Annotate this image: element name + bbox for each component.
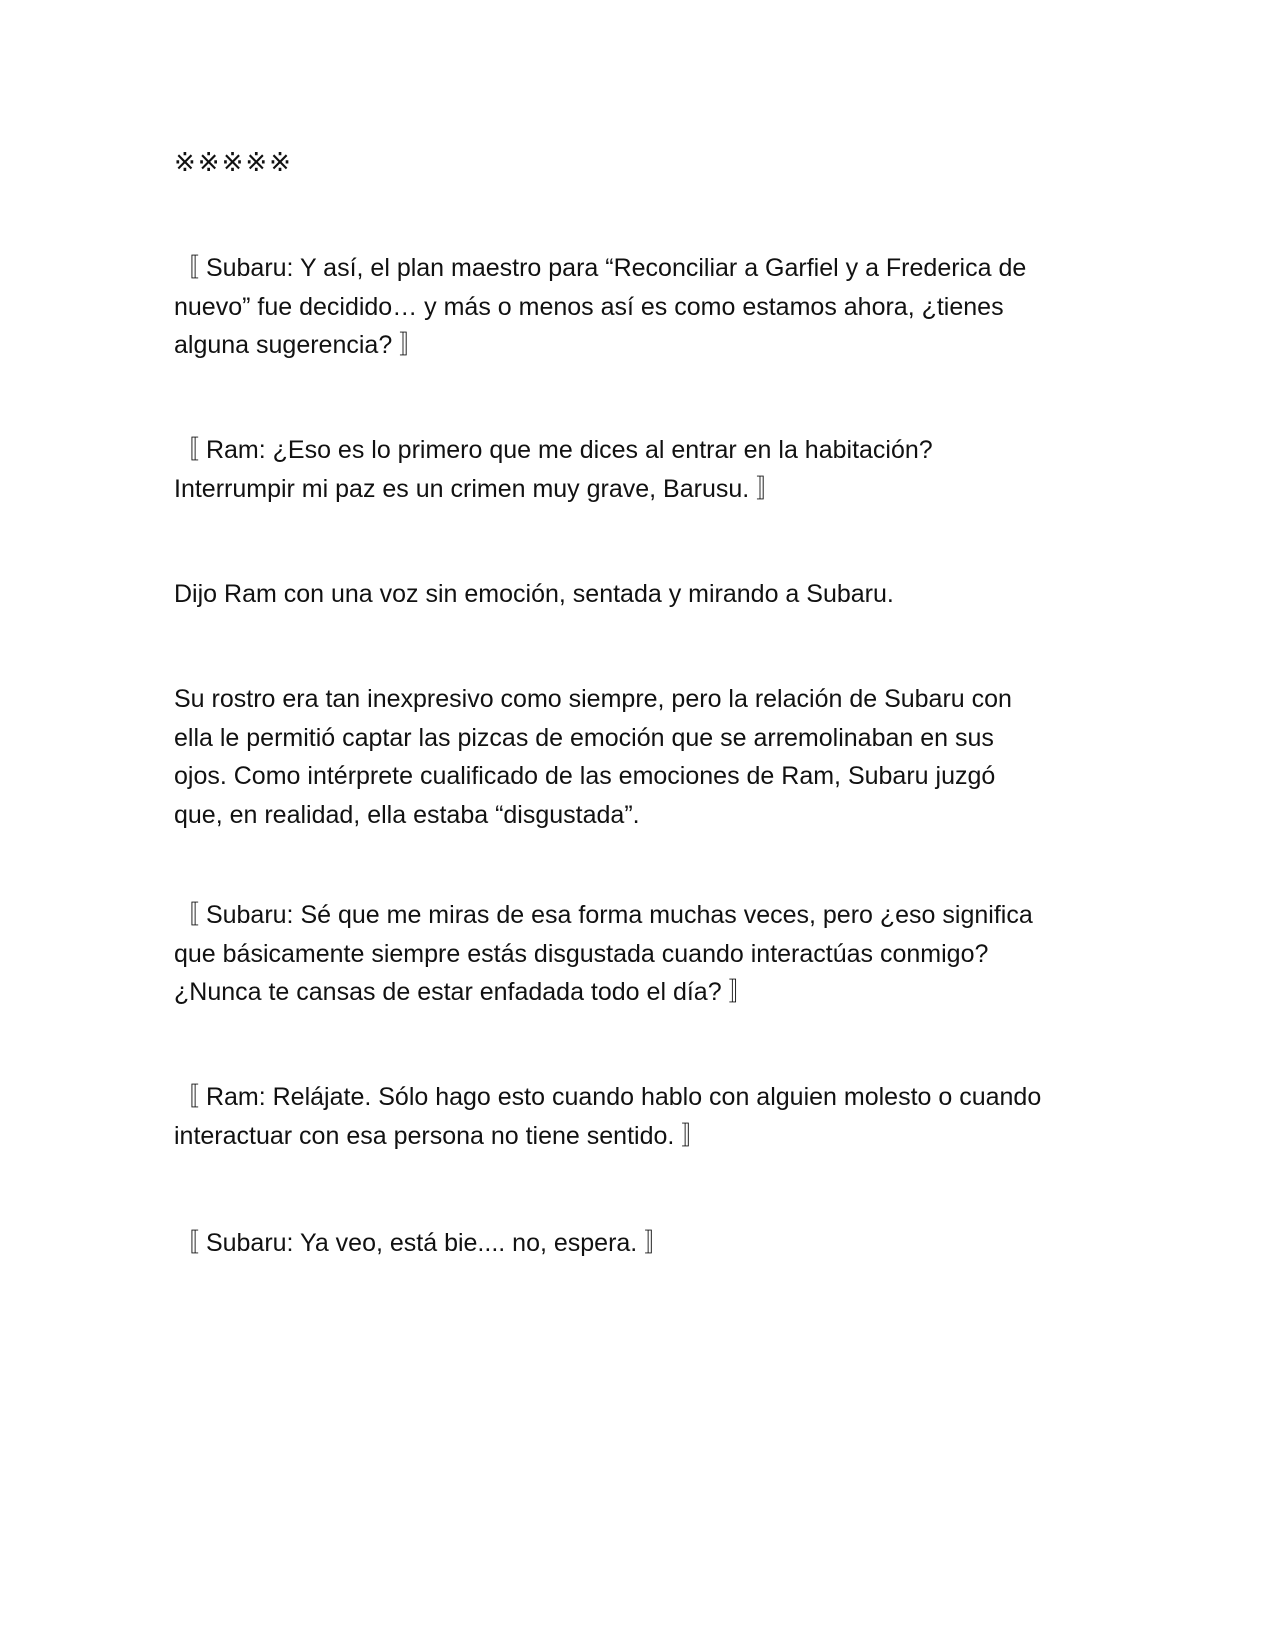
text-line: 〚 Subaru: Sé que me miras de esa forma muchas veces, pero ¿eso significa (174, 901, 1033, 929)
text-line: Dijo Ram con una voz sin emoción, sentada y mirando a Subaru. (174, 580, 894, 608)
paragraph-ram-relax (174, 1078, 1104, 1155)
text-line: Interrumpir mi paz es un crimen muy grave, Barusu. 〛 (174, 474, 782, 503)
paragraph-narration-ram-voice (174, 575, 1104, 614)
text-line: nuevo” fue decidido… y más o menos así es como estamos ahora, ¿tienes (174, 292, 1004, 321)
text-line: Su rostro era tan inexpresivo como siempre, pero la relación de Subaru con (174, 685, 1012, 713)
text-line: 〚 Ram: ¿Eso es lo primero que me dices al entrar en la habitación? (174, 436, 933, 464)
text-line: que básicamente siempre estás disgustada cuando interactúas conmigo? (174, 939, 989, 968)
text-line: 〚 Subaru: Ya veo, está bie.... no, espera. 〛 (174, 1229, 670, 1257)
paragraph-subaru-wait (174, 1224, 1104, 1263)
text-line: alguna sugerencia? 〛 (174, 331, 425, 359)
text-line: ¿Nunca te cansas de estar enfadada todo el día? 〛 (174, 978, 754, 1006)
paragraph-subaru-question (174, 896, 1104, 1012)
text-line: 〚 Subaru: Y así, el plan maestro para “Reconciliar a Garfiel y a Frederica de (174, 254, 1027, 282)
text-line: que, en realidad, ella estaba “disgustada”. (174, 800, 640, 829)
paragraph-narration-expression (174, 680, 1104, 834)
section-break-mark: ※※※※※ (174, 148, 293, 178)
text-line: ella le permitió captar las pizcas de emoción que se arremolinaban en sus (174, 723, 994, 752)
text-line: interactuar con esa persona no tiene sentido. 〛 (174, 1121, 707, 1150)
text-line: ojos. Como intérprete cualificado de las emociones de Ram, Subaru juzgó (174, 762, 996, 790)
paragraph-ram-reply (174, 431, 1104, 508)
text-line: 〚 Ram: Relájate. Sólo hago esto cuando hablo con alguien molesto o cuando (174, 1083, 1042, 1111)
paragraph-subaru-plan (174, 249, 1104, 365)
